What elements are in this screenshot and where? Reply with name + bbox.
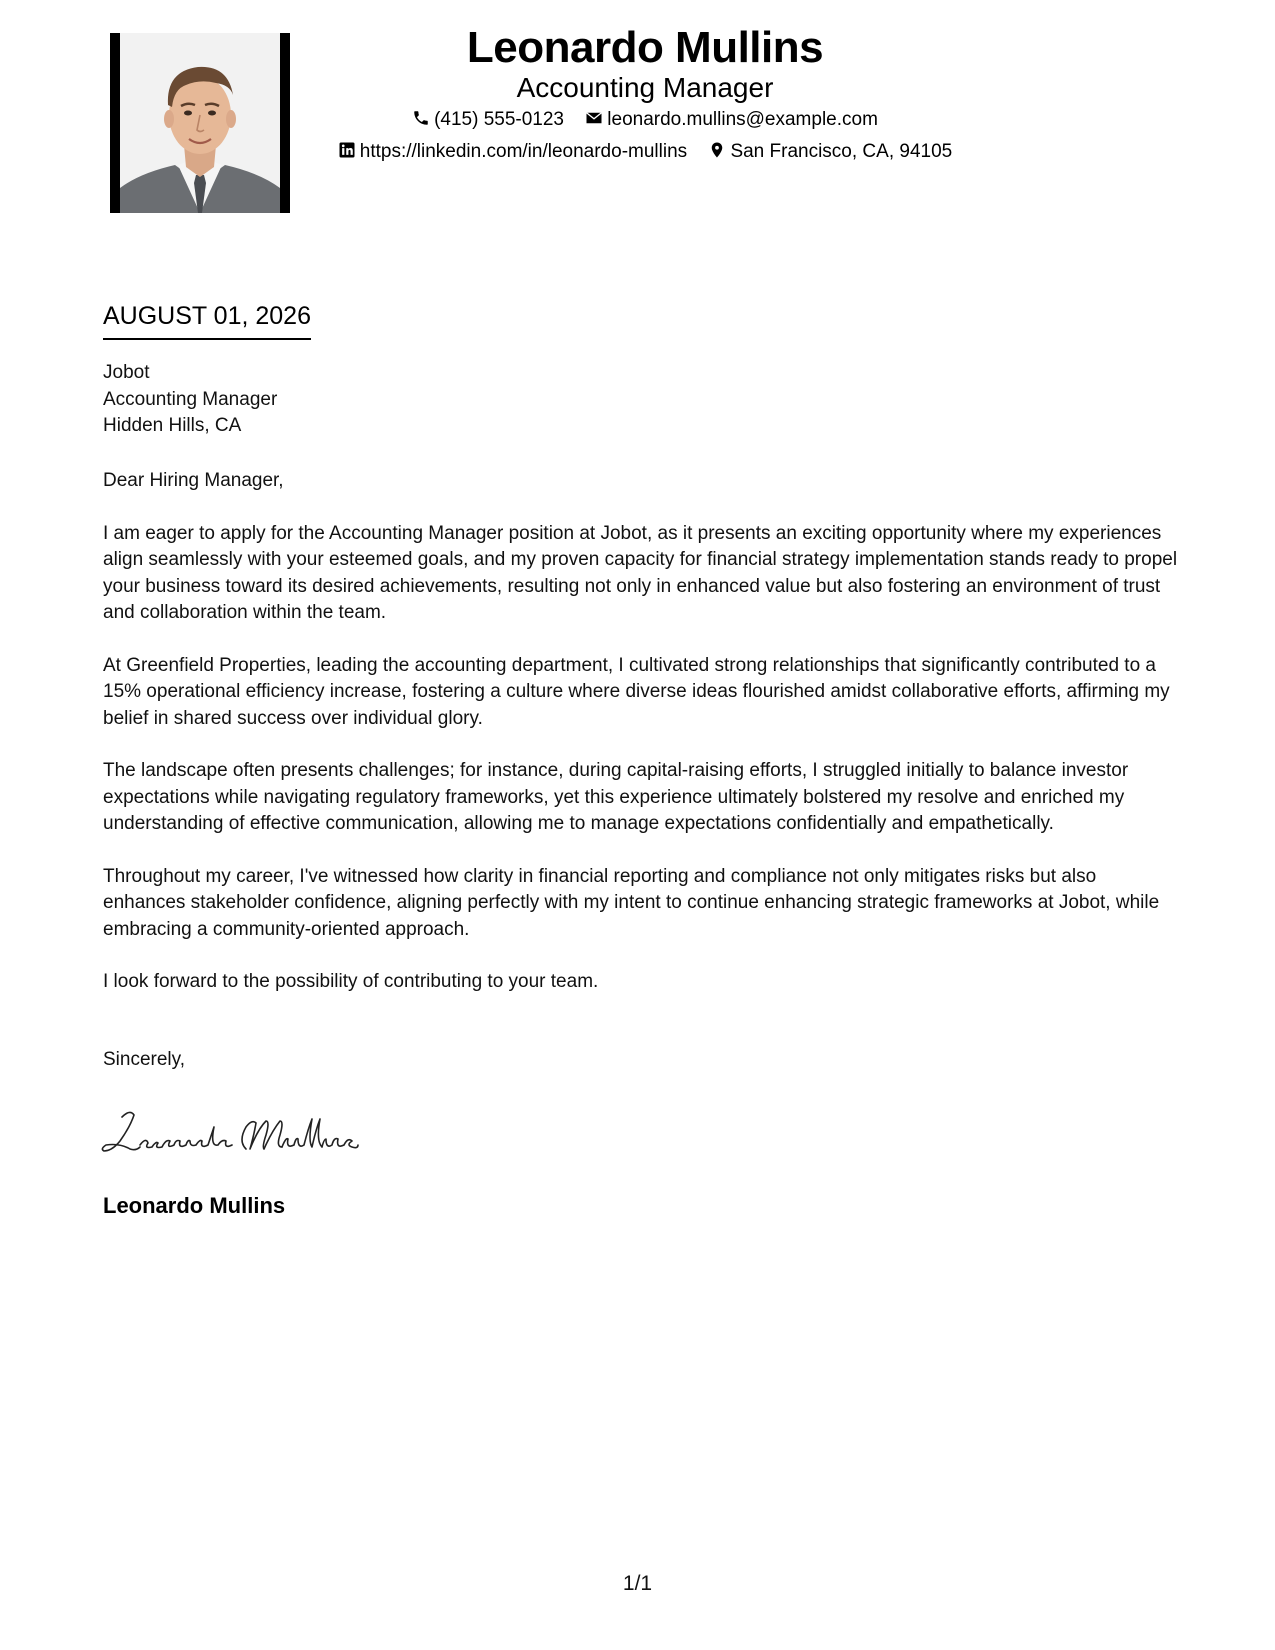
phone-text: (415) 555-0123 — [434, 109, 564, 130]
profile-photo — [110, 33, 290, 213]
signed-name: Leonardo Mullins — [103, 1193, 286, 1218]
body-paragraph: At Greenfield Properties, leading the accounting department, I cultivated strong relationships that significantly contributed to a 15% operational efficiency increase, fostering a culture where diverse ideas flourished amidst collaborative efforts, affirming my belief in shared success over individual glory. — [103, 654, 1170, 729]
phone-icon — [412, 109, 430, 127]
recipient-position: Accounting Manager — [103, 388, 278, 410]
contact-phone — [412, 104, 564, 136]
page-number: 1/1 — [622, 1572, 653, 1595]
body-paragraph: I am eager to apply for the Accounting Manager position at Jobot, as it presents an exciting opportunity where my experiences align seamlessly with your esteemed goals, and my proven capacity for financial strategy implementation stands ready to propel your business toward its desired achievements, resulting not only in enhanced value but also fostering an environment of trust and collaboration within the team. — [103, 522, 1178, 623]
recipient-company: Jobot — [103, 362, 150, 383]
body-paragraph: The landscape often presents challenges; for instance, during capital-raising efforts, I struggled initially to balance investor expectations while navigating regulatory frameworks, yet this experience ultimately bolstered my resolve and enriched my understanding of effective communication, allowing me to manage expectations confidentially and empathetically. — [103, 760, 1129, 834]
avatar — [120, 33, 280, 213]
linkedin-icon — [338, 141, 356, 159]
salutation: Dear Hiring Manager, — [103, 470, 284, 491]
signature-image — [100, 1105, 370, 1165]
applicant-name: Leonardo Mullins — [466, 23, 824, 72]
contact-email — [585, 104, 878, 136]
email-text: leonardo.mullins@example.com — [607, 109, 878, 130]
map-marker-icon — [708, 141, 726, 159]
letter-header — [300, 20, 990, 168]
closing: Sincerely, — [103, 1049, 186, 1070]
letter-body — [103, 468, 1183, 1022]
recipient-block — [103, 360, 277, 440]
body-paragraph: Throughout my career, I've witnessed how clarity in financial reporting and compliance not only mitigates risks but also enhances stakeholder confidence, aligning perfectly with my intent to continue enhancing strategic frameworks at Jobot, while embracing a community-oriented approach. — [103, 865, 1160, 940]
contact-location — [708, 136, 952, 168]
recipient-location: Hidden Hills, CA — [103, 415, 242, 436]
location-text: San Francisco, CA, 94105 — [730, 141, 953, 162]
signature — [100, 1105, 370, 1165]
applicant-title: Accounting Manager — [516, 72, 774, 103]
body-paragraph: I look forward to the possibility of contributing to your team. — [103, 971, 599, 992]
portrait-image — [120, 33, 280, 213]
envelope-icon — [585, 109, 603, 127]
linkedin-text: https://linkedin.com/in/leonardo-mullins — [359, 141, 688, 162]
contact-row-secondary — [300, 136, 990, 168]
contact-row-primary — [300, 104, 990, 136]
contact-linkedin — [338, 136, 687, 168]
letter-date: AUGUST 01, 2026 — [103, 300, 311, 340]
